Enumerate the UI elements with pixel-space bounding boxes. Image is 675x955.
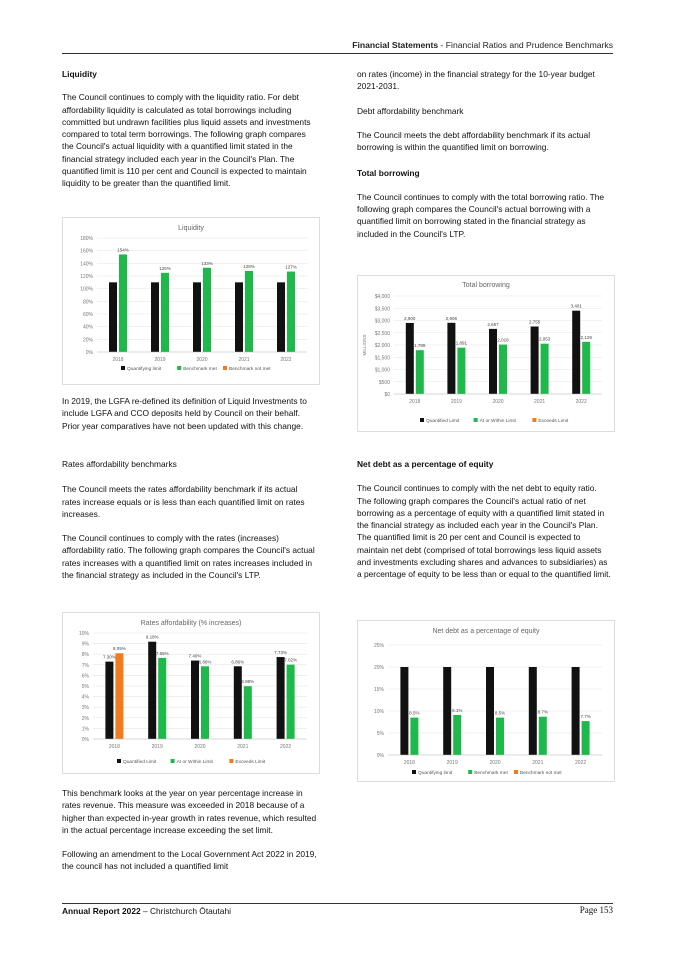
x-tick-label: 2021 [238, 357, 250, 363]
x-tick-label: 2018 [403, 760, 415, 766]
bar-benchmark-met [453, 715, 461, 755]
legend-swatch [229, 759, 233, 763]
legend-swatch [177, 366, 181, 370]
bar-benchmark-met [161, 273, 169, 352]
x-tick-label: 2020 [194, 744, 206, 750]
legend-entry: Benchmark met [183, 367, 217, 372]
x-tick-label: 2019 [151, 744, 163, 750]
legend-swatch [412, 770, 416, 774]
y-tick-label: $1,000 [374, 367, 390, 374]
legend-swatch [223, 366, 227, 370]
footer-city: – Christchurch Ōtautahi [140, 906, 231, 916]
y-tick-label: 60% [82, 312, 93, 318]
y-tick-label: 5% [376, 731, 384, 737]
x-tick-label: 2019 [154, 357, 166, 363]
legend-entry: Exceeds Limit [235, 760, 266, 765]
legend-swatch [121, 366, 125, 370]
bar-at-or-within-limit [416, 350, 424, 394]
data-label: 154% [117, 247, 129, 253]
legend-swatch [117, 759, 121, 763]
x-tick-label: 2021 [534, 399, 546, 405]
y-tick-label: 120% [80, 274, 93, 280]
bar-at-or-within-limit [158, 658, 166, 739]
bar-quantifying-limit [109, 282, 117, 352]
y-tick-label: 180% [80, 236, 93, 242]
x-tick-label: 2022 [280, 744, 292, 750]
y-tick-label: 140% [80, 261, 93, 268]
x-tick-label: 2018 [409, 399, 421, 405]
y-tick-label: $3,500 [374, 306, 390, 313]
data-label: 2,129 [580, 334, 592, 340]
bar-quantified-limit [489, 329, 497, 394]
data-label: 3,401 [570, 303, 582, 309]
bar-at-or-within-limit [582, 342, 590, 394]
y-tick-label: 160% [80, 248, 93, 255]
liquidity-heading: Liquidity [62, 69, 97, 79]
data-label: 2,053 [538, 336, 551, 342]
legend-entry: At or Within Limit [479, 419, 516, 424]
bar-at-or-within-limit [244, 686, 252, 739]
legend-swatch [514, 770, 518, 774]
bar-quantifying-limit [572, 667, 580, 755]
y-tick-label: $2,500 [374, 330, 390, 337]
bar-exceeds-limit [115, 653, 123, 739]
bar-quantifying-limit [193, 282, 201, 352]
y-tick-label: $1,500 [374, 355, 390, 362]
total-borrowing-paragraph: The Council continues to comply with the total borrowing ratio. The following graph compares the Council's actual borrowing with a quantified limit on borrowing stated in the financial strategy as included in the Council's LTP. [357, 191, 605, 239]
y-tick-label: 1% [81, 726, 89, 733]
legend-entry: At or Within Limit [176, 760, 213, 765]
y-axis-label: MILLIONS [362, 334, 367, 356]
bar-quantified-limit [148, 642, 156, 739]
data-label: 2,018 [497, 337, 509, 343]
bar-at-or-within-limit [457, 348, 465, 394]
y-tick-label: 10% [373, 709, 384, 715]
data-label: 2,755 [528, 319, 541, 325]
legend-entry: Quantified Limit [426, 419, 460, 424]
x-tick-label: 2018 [108, 744, 120, 750]
y-tick-label: 100% [80, 286, 93, 293]
y-tick-label: 40% [82, 324, 93, 331]
bar-benchmark-met [539, 717, 547, 755]
data-label: 7.02% [284, 657, 297, 663]
total-borrowing-heading: Total borrowing [357, 168, 420, 179]
x-tick-label: 2021 [237, 744, 249, 750]
liquidity-note-paragraph: In 2019, the LGFA re-defined its definition of Liquid Investments to include LGFA and CCO deposits held by Council on their behalf. Prior year comparatives have not been updated with this change. [62, 396, 307, 431]
data-label: 8.09% [113, 646, 126, 652]
x-tick-label: 2021 [532, 760, 544, 766]
rates-paragraph-2: The Council continues to comply with the rates (increases) affordability ratio. The following graph compares the Council's actual rates increases with a quantified limit on rates increases included in the financial strategy as included in the Council's LTP. [62, 533, 315, 581]
rates-paragraph-1: The Council meets the rates affordability benchmark if its actual rates increase equals or is less than each quantified limit on rates increases. [62, 484, 305, 519]
bar-benchmark-met [287, 272, 295, 352]
x-tick-label: 2019 [446, 760, 458, 766]
chart-net-debt-svg [358, 621, 614, 781]
data-label: 9.18% [145, 634, 159, 640]
bar-quantified-limit [191, 661, 199, 739]
rates-continued [62, 787, 318, 873]
debt-heading: Debt affordability benchmark [357, 105, 464, 116]
legend-swatch [420, 418, 424, 422]
rates-paragraph-4: Following an amendment to the Local Government Act 2022 in 2019, the council has not included a quantified limit [62, 849, 317, 872]
y-tick-label: 10% [78, 631, 89, 637]
bar-at-or-within-limit [541, 344, 549, 394]
bar-quantified-limit [277, 657, 285, 739]
chart-net-debt [357, 620, 615, 782]
debt-paragraph: The Council meets the debt affordability benchmark if its actual borrowing is within the quantified limit on borrowing. [357, 129, 591, 153]
chart-rates-svg [63, 613, 319, 773]
bar-quantifying-limit [443, 667, 451, 755]
x-tick-label: 2020 [489, 760, 501, 766]
y-tick-label: 0% [81, 737, 89, 743]
x-tick-label: 2018 [112, 357, 124, 363]
legend-entry: Benchmark not met [229, 367, 271, 372]
legend-entry: Quantifying limit [418, 771, 453, 776]
header-subtitle: - Financial Ratios and Prudence Benchmarks [438, 40, 613, 50]
legend-swatch [171, 759, 175, 763]
bar-quantifying-limit [235, 282, 243, 352]
netdebt-paragraph: The Council continues to comply with the net debt to equity ratio. The following graph compares the Council's actual ratio of net borrowing as a percentage of equity with a quantified limit stated in the financial strategy as included each year in the Council's Plan. The quantified limit is 20 per cent and Council is expected to maintain net debt (comprised of total borrowings less liquid assets and investments excluding shares and advances to subsidiaries) as a percentage of equity to be less than or equal to the quantified limit. [357, 483, 611, 580]
bar-quantifying-limit [529, 667, 537, 755]
rates-paragraph-3: This benchmark looks at the year on year percentage increase in rates revenue. This measure was exceeded in 2018 because of a higher than expected in-year growth in rates revenue, which resulted in the actual percentage increase exceeding the set limit. [62, 788, 317, 835]
legend-entry: Quantifying limit [127, 367, 162, 372]
bar-quantified-limit [531, 327, 539, 394]
data-label: 127% [285, 264, 297, 270]
liquidity-paragraph: The Council continues to comply with the liquidity ratio. For debt affordability liquidity is calculated as total borrowings including committed but undrawn facilities plus liquid assets and investments compared to total term borrowings. The following graph compares the Council's actual liquidity with a quantified limit stated in the financial strategy included each year in the Council's Plan. The quantified limit is 110 per cent and Council is expected to maintain liquidity to be greater than the quantified limit. [62, 92, 311, 189]
bar-benchmark-met [119, 254, 127, 352]
bar-quantified-limit [447, 323, 455, 394]
bar-at-or-within-limit [499, 345, 507, 394]
chart-total-borrowing [357, 275, 615, 432]
y-tick-label: 9% [81, 641, 89, 648]
bar-quantifying-limit [277, 282, 285, 352]
data-label: 2,900 [404, 315, 416, 321]
y-tick-label: 0% [376, 753, 384, 759]
data-label: 6.86% [231, 659, 245, 665]
footer-left [62, 906, 231, 916]
liquidity-note [62, 395, 318, 432]
data-label: 133% [201, 260, 213, 266]
header-section: Financial Statements [352, 40, 439, 50]
y-tick-label: 6% [81, 673, 89, 680]
y-tick-label: 0% [85, 350, 93, 356]
chart-total-borrowing-svg [358, 276, 614, 431]
legend-swatch [532, 418, 536, 422]
data-label: 1,891 [455, 340, 468, 346]
bar-at-or-within-limit [287, 665, 295, 739]
netdebt-section [357, 458, 613, 581]
y-tick-label: $0 [384, 392, 390, 398]
bar-benchmark-met [582, 721, 590, 755]
legend-swatch [468, 770, 472, 774]
bar-benchmark-met [496, 718, 504, 755]
y-tick-label: 5% [81, 684, 89, 690]
legend-swatch [474, 418, 478, 422]
x-tick-label: 2022 [280, 357, 292, 363]
bar-benchmark-met [203, 268, 211, 352]
chart-rates [62, 612, 320, 774]
data-label: 125% [159, 265, 171, 271]
x-tick-label: 2022 [575, 760, 587, 766]
bar-quantifying-limit [400, 667, 408, 755]
right-continued [357, 68, 613, 240]
y-tick-label: $4,000 [374, 294, 390, 300]
y-tick-label: $3,000 [374, 318, 390, 325]
y-tick-label: 3% [81, 705, 89, 712]
data-label: 8.5% [409, 710, 420, 716]
bar-quantified-limit [234, 666, 242, 739]
y-tick-label: $500 [378, 379, 390, 386]
y-tick-label: 15% [373, 687, 384, 693]
chart-title: Total borrowing [462, 282, 510, 289]
page-number: Page 153 [579, 905, 613, 915]
data-label: 7.65% [155, 650, 169, 656]
data-label: 8.7% [537, 709, 548, 715]
legend-entry: Benchmark met [474, 771, 508, 776]
data-label: 7.40% [188, 653, 202, 659]
data-label: 8.5% [494, 710, 506, 716]
chart-liquidity [62, 217, 320, 385]
data-label: 7.73% [274, 650, 287, 656]
y-tick-label: 7% [81, 662, 89, 669]
data-label: 9.1% [452, 707, 463, 713]
data-label: 7.30% [103, 654, 116, 660]
legend-entry: Exceeds Limit [538, 419, 569, 424]
chart-title: Liquidity [178, 225, 204, 232]
data-label: 7.7% [580, 714, 591, 720]
data-label: 4.98% [241, 679, 255, 685]
y-tick-label: 20% [373, 665, 384, 671]
bar-quantified-limit [105, 662, 113, 739]
data-label: 128% [243, 263, 255, 269]
chart-title: Net debt as a percentage of equity [432, 628, 540, 635]
data-label: 2,657 [487, 321, 499, 327]
legend-entry: Quantified Limit [123, 760, 157, 765]
data-label: 6.86% [198, 659, 212, 665]
continued-paragraph: on rates (income) in the financial strategy for the 10-year budget 2021-2031. [357, 69, 595, 92]
bar-at-or-within-limit [201, 666, 209, 739]
rates-section [62, 458, 318, 581]
bar-quantifying-limit [151, 282, 159, 352]
y-tick-label: 20% [82, 337, 93, 344]
liquidity-section [62, 68, 318, 190]
x-tick-label: 2022 [575, 399, 587, 405]
x-tick-label: 2019 [450, 399, 462, 405]
bar-benchmark-met [245, 271, 253, 352]
footer-rule [62, 903, 613, 904]
bar-benchmark-met [410, 718, 418, 755]
data-label: 1,789 [414, 343, 426, 349]
bar-quantified-limit [406, 323, 414, 394]
y-tick-label: $2,000 [374, 343, 390, 349]
y-tick-label: 8% [81, 652, 89, 659]
chart-title: Rates affordability (% increases) [140, 620, 242, 627]
legend-entry: Benchmark not met [520, 771, 562, 776]
data-label: 2,906 [445, 315, 458, 321]
x-tick-label: 2020 [196, 357, 208, 363]
page-header [352, 40, 613, 50]
header-rule [62, 53, 613, 54]
chart-liquidity-svg [63, 218, 319, 384]
footer-report: Annual Report 2022 [62, 906, 141, 916]
y-tick-label: 80% [82, 299, 93, 306]
rates-heading: Rates affordability benchmarks [62, 459, 177, 469]
bar-quantified-limit [572, 311, 580, 394]
x-tick-label: 2020 [492, 399, 504, 405]
y-tick-label: 25% [373, 643, 384, 649]
y-tick-label: 2% [81, 715, 89, 722]
y-tick-label: 4% [81, 694, 89, 701]
netdebt-heading: Net debt as a percentage of equity [357, 459, 494, 469]
bar-quantifying-limit [486, 667, 494, 755]
